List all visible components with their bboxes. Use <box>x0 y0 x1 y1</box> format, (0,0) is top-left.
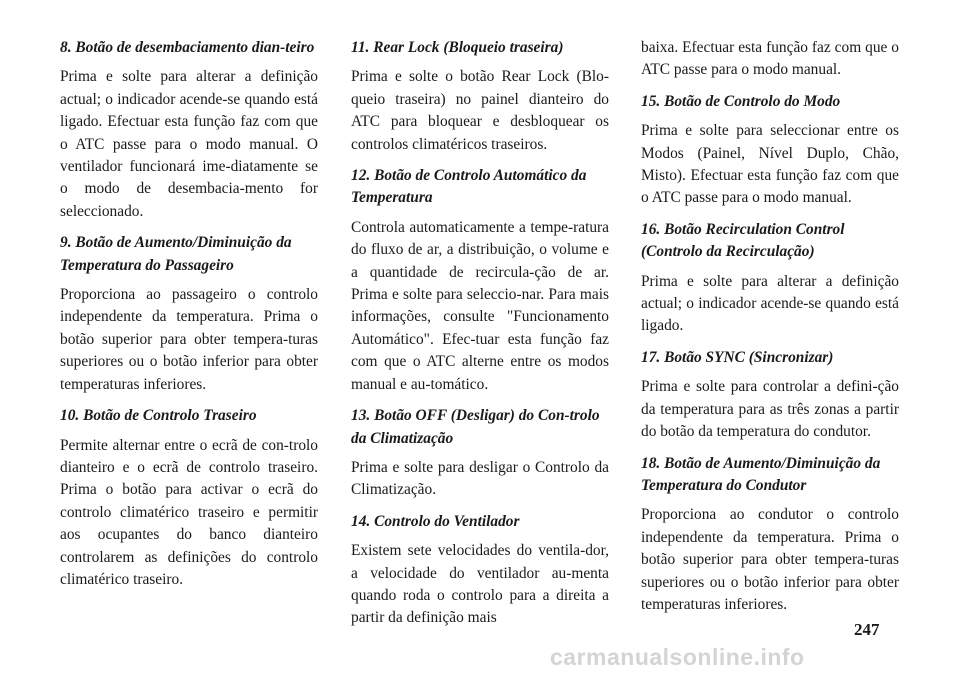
section-heading-14: 14. Controlo do Ventilador <box>351 512 520 530</box>
section-heading-18: 18. Botão de Aumento/Diminuição da Temperatura do Condutor <box>641 454 881 494</box>
section-heading-12: 12. Botão de Controlo Automático da Temperatura <box>351 167 587 207</box>
section-heading-16: 16. Botão Recirculation Control (Controlo da Recirculação) <box>641 220 845 261</box>
section-heading-13: 13. Botão OFF (Desligar) do Con-trolo da Climatização <box>351 407 600 447</box>
text-column-1 <box>60 37 318 600</box>
section-body-16: Prima e solte para alterar a definição actual; o indicador acende-se quando está ligado. <box>641 272 899 335</box>
text-column-2 <box>351 37 609 639</box>
section-body-18: Proporciona ao condutor o controlo independente da temperatura. Prima o botão superior para obter tempera-turas superiores ou o botão inferior para obter temperaturas inferiores. <box>641 506 899 613</box>
section-body-17: Prima e solte para controlar a defini-ção da temperatura para as três zonas a partir do botão da temperatura do condutor. <box>641 378 899 441</box>
section-body-13: Prima e solte para desligar o Controlo da Climatização. <box>351 458 609 499</box>
section-heading-10: 10. Botão de Controlo Traseiro <box>60 407 257 425</box>
section-body-11: Prima e solte o botão Rear Lock (Blo-queio traseira) no painel dianteiro do ATC para bloquear e desbloquear os controlos climatéricos traseiros. <box>351 68 609 153</box>
section-body-14-continued: baixa. Efectuar esta função faz com que o ATC passe para o modo manual. <box>641 39 899 79</box>
section-body-8: Prima e solte para alterar a definição actual; o indicador acende-se quando está ligado. Efectuar esta função faz com que o ATC passe para o modo manual. O ventilador funcionará ime-diatamente se o modo de desembacia-mento for seleccionado. <box>60 68 318 220</box>
section-body-12: Controla automaticamente a tempe-ratura do fluxo de ar, a distribuição, o volume e a quantidade de recircula-ção de ar. Prima e solte para seleccio-nar. Para mais informações, consulte "Funcionamento Automático". Efec-tuar esta função faz com que o ATC alterne entre os modos manual e au-tomático. <box>351 218 609 393</box>
section-heading-9: 9. Botão de Aumento/Diminuição da Temperatura do Passageiro <box>60 234 292 274</box>
watermark-text: carmanualsonline.info <box>550 644 805 670</box>
section-heading-11: 11. Rear Lock (Bloqueio traseira) <box>351 39 564 56</box>
section-body-15: Prima e solte para seleccionar entre os Modos (Painel, Nível Duplo, Chão, Misto). Efectuar esta função faz com que o ATC passe para o modo manual. <box>641 122 899 207</box>
section-heading-15: 15. Botão de Controlo do Modo <box>641 92 841 110</box>
section-heading-8: 8. Botão de desembaciamento dian-teiro <box>60 39 315 56</box>
section-body-14: Existem sete velocidades do ventila-dor, a velocidade do ventilador au-menta quando roda o controlo para a direita a partir da definição mais <box>351 542 609 627</box>
text-column-3 <box>641 37 899 625</box>
section-body-9: Proporciona ao passageiro o controlo independente da temperatura. Prima o botão superior para obter tempera-turas superiores ou o botão inferior para obter temperaturas inferiores. <box>60 286 318 393</box>
page-number: 247 <box>854 620 880 639</box>
section-heading-17: 17. Botão SYNC (Sincronizar) <box>641 348 834 366</box>
section-body-10: Permite alternar entre o ecrã de con-trolo dianteiro e o ecrã de controlo traseiro. Prima o botão para activar o ecrã do controlo climatérico traseiro e permitir aos ocupantes do banco dianteiro controlarem as definições do controlo climatérico traseiro. <box>60 436 318 588</box>
